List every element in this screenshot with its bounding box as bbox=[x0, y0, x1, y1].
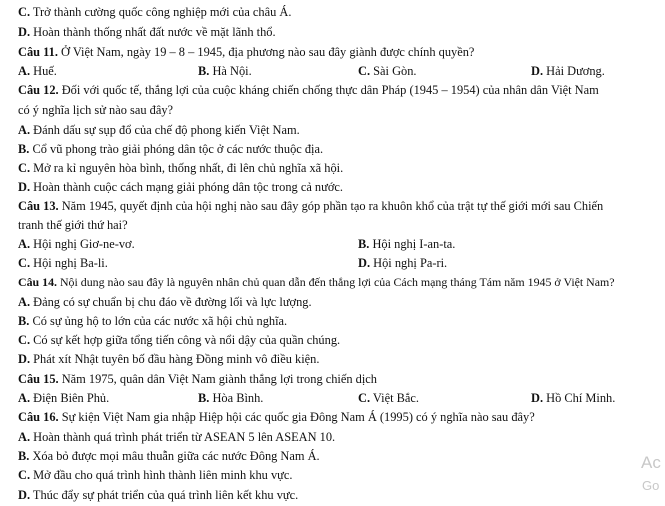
question-11: Câu 11. Ở Việt Nam, ngày 19 – 8 – 1945, địa phương nào sau đây giành được chính quyền? bbox=[18, 45, 475, 59]
question-16: Câu 16. Sự kiện Việt Nam gia nhập Hiệp hội các quốc gia Đông Nam Á (1995) có ý nghĩa nào sau đây? bbox=[18, 410, 535, 424]
question-14: Câu 14. Nội dung nào sau đây là nguyên nhân chủ quan dẫn đến thắng lợi của Cách mạng tháng Tám năm 1945 ở Việt Nam? bbox=[18, 275, 615, 289]
option-line: C. Có sự kết hợp giữa tổng tiến công và nổi dậy của quần chúng. bbox=[18, 333, 341, 347]
option-line: C. Trở thành cường quốc công nghiệp mới của châu Á. bbox=[18, 5, 292, 19]
q13-option-b: B. Hội nghị I-an-ta. bbox=[358, 237, 456, 251]
q15-option-b: B. Hòa Bình. bbox=[198, 391, 264, 405]
option-line: C. Mở đầu cho quá trình hình thành liên minh khu vực. bbox=[18, 468, 293, 482]
option-line: D. Hoàn thành cuộc cách mạng giải phóng dân tộc trong cả nước. bbox=[18, 180, 343, 194]
q15-option-d: D. Hồ Chí Minh. bbox=[531, 391, 616, 405]
option-line: A. Hoàn thành quá trình phát triển từ ASEAN 5 lên ASEAN 10. bbox=[18, 430, 336, 444]
option-line: B. Có sự ủng hộ to lớn của các nước xã hội chủ nghĩa. bbox=[18, 314, 288, 328]
option-line: C. Mở ra kỉ nguyên hòa bình, thống nhất, đi lên chủ nghĩa xã hội. bbox=[18, 161, 344, 175]
watermark-line-2: Go bbox=[642, 478, 660, 493]
question-13-cont: tranh thế giới thứ hai? bbox=[18, 218, 128, 232]
option-line: D. Phát xít Nhật tuyên bố đầu hàng Đồng minh vô điều kiện. bbox=[18, 352, 320, 366]
option-line: A. Đảng có sự chuẩn bị chu đáo về đường lối và lực lượng. bbox=[18, 295, 312, 309]
watermark-line-1: Ac bbox=[641, 453, 661, 472]
q15-option-c: C. Việt Bắc. bbox=[358, 391, 419, 405]
q15-option-a: A. Điện Biên Phủ. bbox=[18, 391, 110, 405]
q13-option-d: D. Hội nghị Pa-ri. bbox=[358, 256, 448, 270]
option-line: B. Xóa bỏ được mọi mâu thuẫn giữa các nước Đông Nam Á. bbox=[18, 449, 320, 463]
question-12: Câu 12. Đối với quốc tế, thắng lợi của cuộc kháng chiến chống thực dân Pháp (1945 – 1954) của nhân dân Việt Nam bbox=[18, 83, 599, 97]
q11-option-d: D. Hải Dương. bbox=[531, 64, 605, 78]
question-13: Câu 13. Năm 1945, quyết định của hội nghị nào sau đây góp phần tạo ra khuôn khổ của trật tự thế giới mới sau Chiến bbox=[18, 199, 604, 213]
option-line: D. Thúc đẩy sự phát triển của quá trình liên kết khu vực. bbox=[18, 488, 299, 502]
q11-option-b: B. Hà Nội. bbox=[198, 64, 252, 78]
option-line: A. Đánh dấu sự sụp đổ của chế độ phong kiến Việt Nam. bbox=[18, 123, 300, 137]
q13-option-a: A. Hội nghị Giơ-ne-vơ. bbox=[18, 237, 135, 251]
option-line: D. Hoàn thành thống nhất đất nước về mặt lãnh thổ. bbox=[18, 25, 276, 39]
question-12-cont: có ý nghĩa lịch sử nào sau đây? bbox=[18, 103, 174, 117]
option-line: B. Cổ vũ phong trào giải phóng dân tộc ở các nước thuộc địa. bbox=[18, 142, 324, 156]
q13-option-c: C. Hội nghị Ba-li. bbox=[18, 256, 108, 270]
question-15: Câu 15. Năm 1975, quân dân Việt Nam giành thắng lợi trong chiến dịch bbox=[18, 372, 377, 386]
q11-option-a: A. Huế. bbox=[18, 64, 57, 78]
q11-option-c: C. Sài Gòn. bbox=[358, 64, 417, 78]
